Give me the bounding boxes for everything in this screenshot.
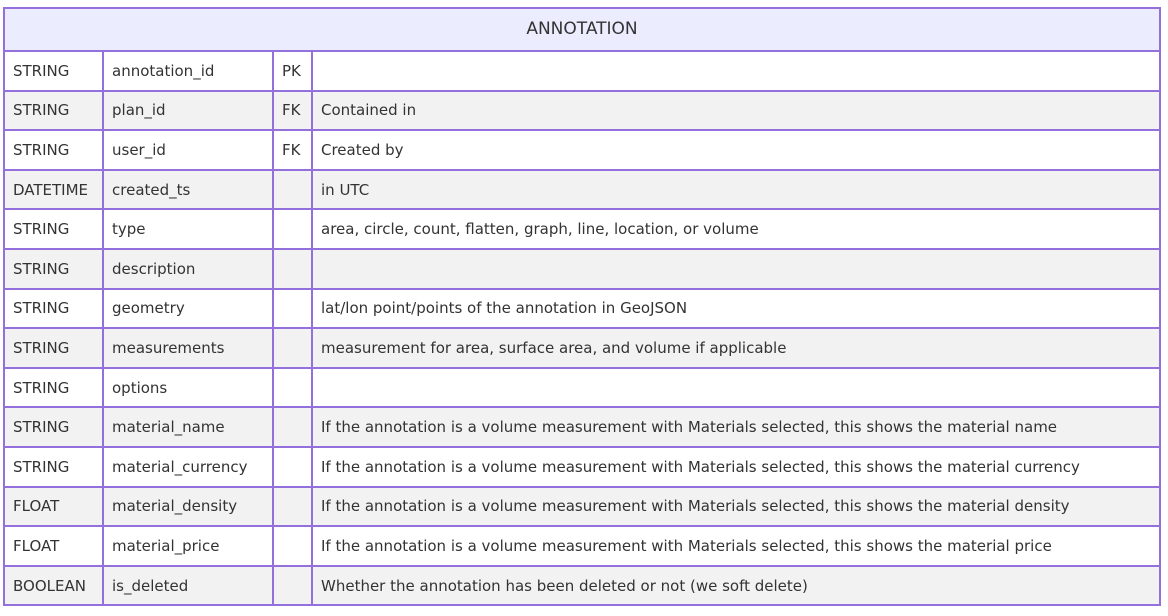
attribute-key (273, 487, 312, 527)
attribute-type: STRING (4, 328, 103, 368)
attribute-comment: If the annotation is a volume measurement with Materials selected, this shows the material name (312, 407, 1160, 447)
attribute-row (4, 91, 1160, 131)
attribute-type: FLOAT (4, 526, 103, 566)
attribute-comment: If the annotation is a volume measurement with Materials selected, this shows the material price (312, 526, 1160, 566)
attribute-row (4, 487, 1160, 527)
attribute-comment: in UTC (312, 170, 1160, 210)
attribute-type: DATETIME (4, 170, 103, 210)
attribute-key (273, 368, 312, 408)
attribute-comment: Contained in (312, 91, 1160, 131)
attribute-comment: lat/lon point/points of the annotation in GeoJSON (312, 289, 1160, 329)
attribute-row (4, 51, 1160, 91)
attribute-key: FK (273, 91, 312, 131)
attribute-type: STRING (4, 130, 103, 170)
attribute-key (273, 328, 312, 368)
attribute-type: BOOLEAN (4, 566, 103, 606)
attribute-name: description (103, 249, 273, 289)
attribute-row (4, 328, 1160, 368)
attribute-key: PK (273, 51, 312, 91)
attribute-name: user_id (103, 130, 273, 170)
attribute-key (273, 566, 312, 606)
attribute-type: STRING (4, 91, 103, 131)
attribute-comment: area, circle, count, flatten, graph, line, location, or volume (312, 209, 1160, 249)
attribute-type: STRING (4, 368, 103, 408)
attribute-comment: Created by (312, 130, 1160, 170)
attribute-key (273, 447, 312, 487)
entity-title: ANNOTATION (526, 19, 638, 39)
attribute-row (4, 566, 1160, 606)
attribute-key (273, 209, 312, 249)
attribute-name: material_density (103, 487, 273, 527)
attribute-comment (312, 249, 1160, 289)
attribute-comment: Whether the annotation has been deleted or not (we soft delete) (312, 566, 1160, 606)
attribute-row (4, 447, 1160, 487)
entity-annotation (3, 7, 1161, 606)
attribute-comment: If the annotation is a volume measurement with Materials selected, this shows the material currency (312, 447, 1160, 487)
attribute-key (273, 407, 312, 447)
attribute-name: created_ts (103, 170, 273, 210)
attribute-row (4, 289, 1160, 329)
attribute-rows (4, 51, 1160, 605)
attribute-name: material_name (103, 407, 273, 447)
attribute-name: options (103, 368, 273, 408)
attribute-type: STRING (4, 51, 103, 91)
attribute-row (4, 130, 1160, 170)
attribute-row (4, 368, 1160, 408)
attribute-comment: measurement for area, surface area, and volume if applicable (312, 328, 1160, 368)
attribute-table (3, 50, 1161, 606)
attribute-type: STRING (4, 209, 103, 249)
attribute-type: STRING (4, 407, 103, 447)
attribute-name: material_currency (103, 447, 273, 487)
attribute-row (4, 249, 1160, 289)
attribute-key (273, 289, 312, 329)
attribute-type: FLOAT (4, 487, 103, 527)
attribute-name: annotation_id (103, 51, 273, 91)
attribute-row (4, 209, 1160, 249)
attribute-key (273, 526, 312, 566)
attribute-key (273, 249, 312, 289)
attribute-name: type (103, 209, 273, 249)
attribute-key (273, 170, 312, 210)
attribute-name: is_deleted (103, 566, 273, 606)
attribute-comment: If the annotation is a volume measurement with Materials selected, this shows the material density (312, 487, 1160, 527)
attribute-key: FK (273, 130, 312, 170)
attribute-row (4, 170, 1160, 210)
attribute-comment (312, 368, 1160, 408)
attribute-name: measurements (103, 328, 273, 368)
attribute-type: STRING (4, 289, 103, 329)
attribute-comment (312, 51, 1160, 91)
attribute-type: STRING (4, 447, 103, 487)
attribute-name: plan_id (103, 91, 273, 131)
attribute-name: material_price (103, 526, 273, 566)
attribute-row (4, 526, 1160, 566)
attribute-name: geometry (103, 289, 273, 329)
attribute-row (4, 407, 1160, 447)
attribute-type: STRING (4, 249, 103, 289)
